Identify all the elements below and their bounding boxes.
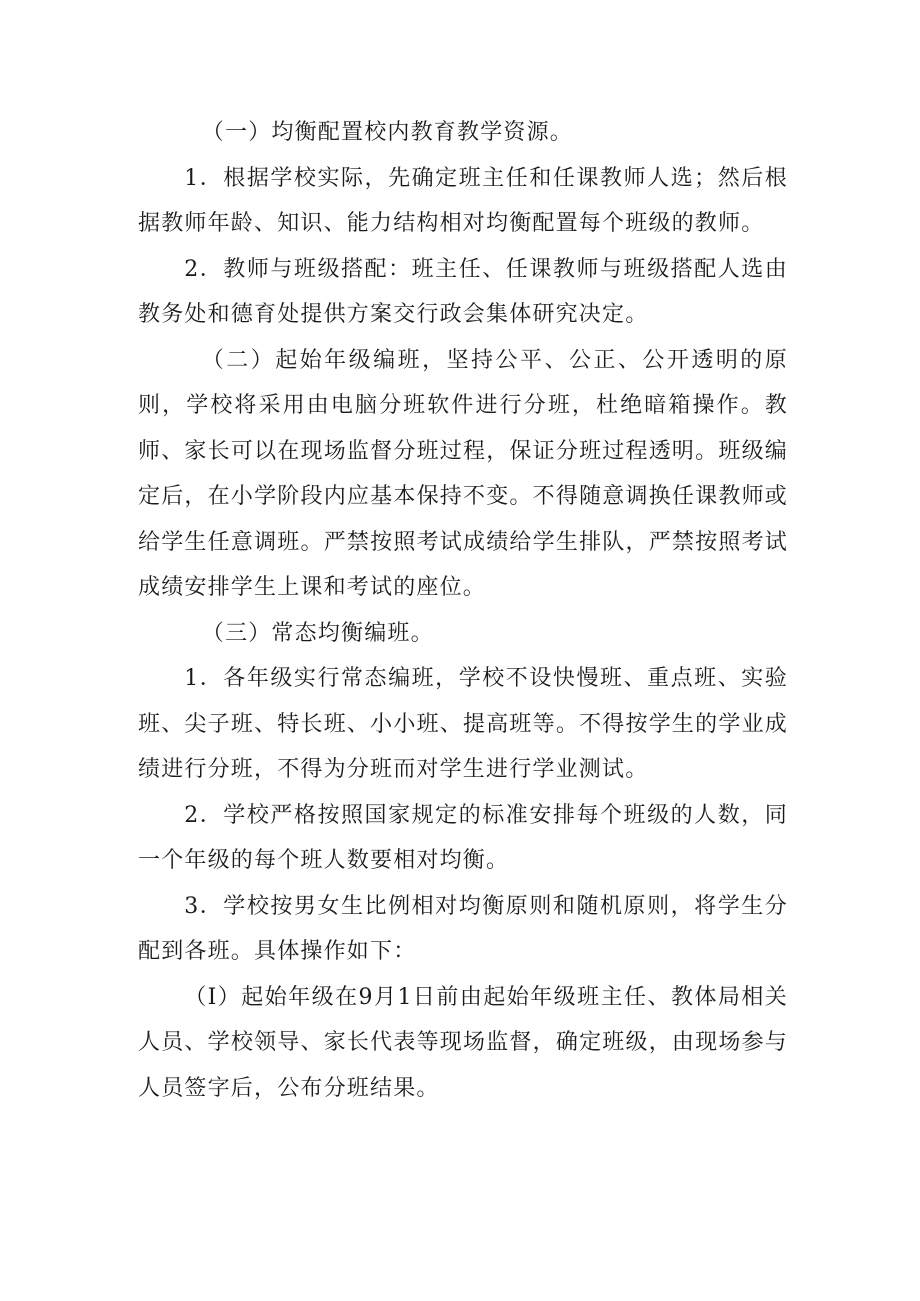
paragraph-item-3-3: 3．学校按男女生比例相对均衡原则和随机原则，将学生分配到各班。具体操作如下： [138,893,788,964]
paragraph-item-1-2: 2．教师与班级搭配：班主任、任课教师与班级搭配人选由教务处和德育处提供方案交行政会集体研究决定。 [138,256,788,327]
paragraph-item-3-3-i: （I）起始年级在9月1日前由起始年级班主任、教体局相关人员、学校领导、家长代表等现场监督，确定班级，由现场参与人员签字后，公布分班结果。 [138,984,788,1101]
paragraph-item-3-2: 2．学校严格按照国家规定的标准安排每个班级的人数，同一个年级的每个班人数要相对均衡。 [138,802,788,873]
section-heading-1: （一）均衡配置校内教育教学资源。 [201,120,573,145]
section-heading-2: （二）起始年级编班，坚持公平、公正、公开透明的原则，学校将采用由电脑分班软件进行分班，杜绝暗箱操作。教师、家长可以在现场监督分班过程，保证分班过程透明。班级编定后，在小学阶段内应基本保持不变。不得随意调换任课教师或给学生任意调班。严禁按照考试成绩给学生排队，严禁按照考试成绩安排学生上课和考试的座位。 [138,347,788,600]
document-body [138,110,788,1111]
paragraph-item-3-1: 1．各年级实行常态编班，学校不设快慢班、重点班、实验班、尖子班、特长班、小小班、提高班等。不得按学生的学业成绩进行分班，不得为分班而对学生进行学业测试。 [138,666,788,782]
paragraph-item-1-1: 1．根据学校实际，先确定班主任和任课教师人选；然后根据教师年龄、知识、能力结构相对均衡配置每个班级的教师。 [138,165,788,236]
section-heading-3: （三）常态均衡编班。 [201,620,434,646]
